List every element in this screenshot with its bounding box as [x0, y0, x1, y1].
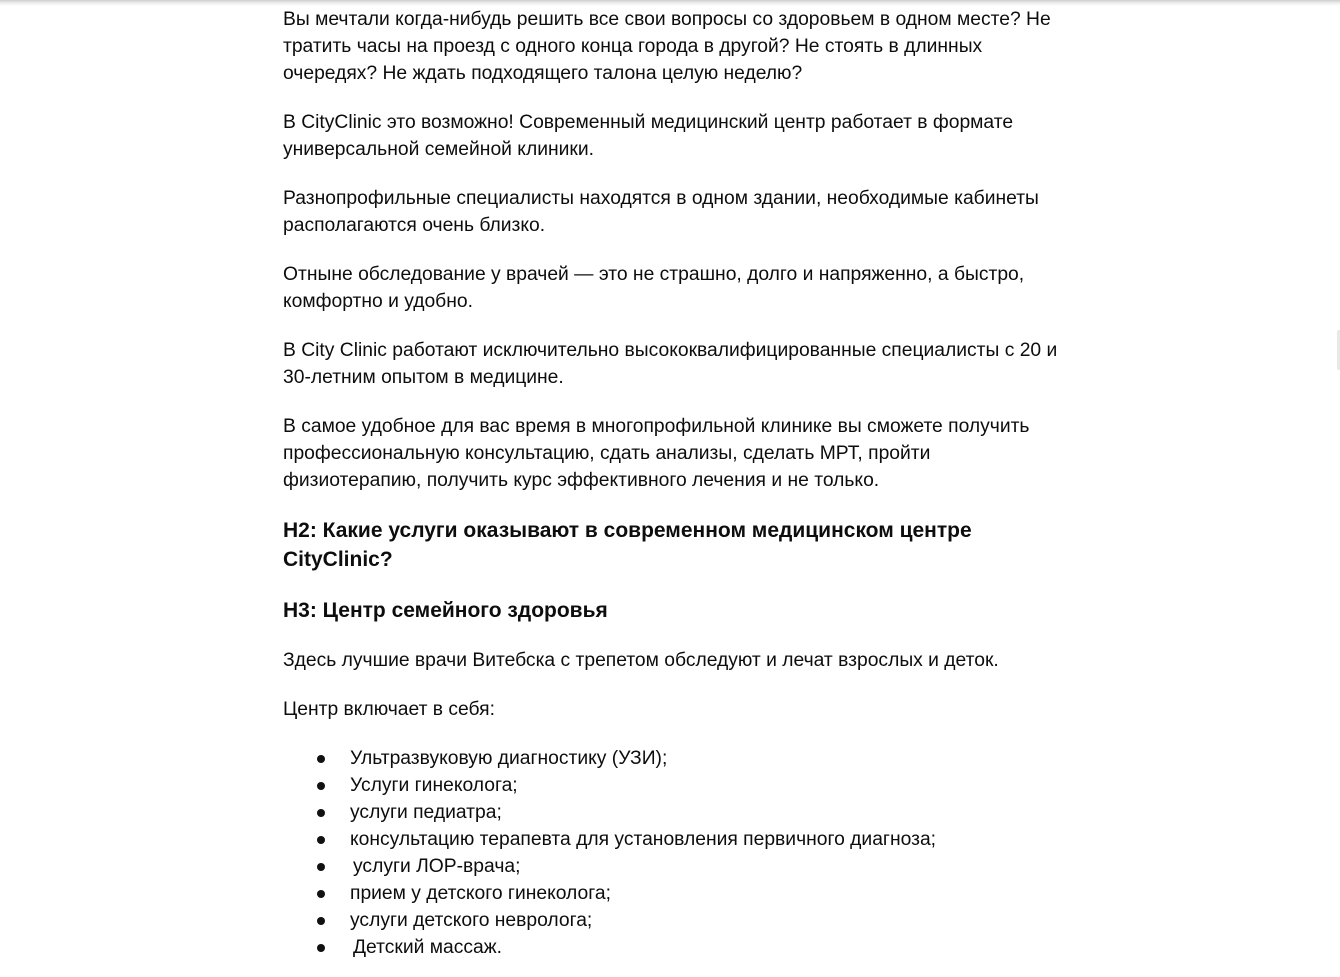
bullet-icon: [317, 917, 325, 925]
list-item: прием у детского гинеколога;: [317, 880, 1063, 907]
bullet-icon: [317, 836, 325, 844]
list-item: услуги педиатра;: [317, 799, 1063, 826]
paragraph-section-1: Здесь лучшие врачи Витебска с трепетом обследуют и лечат взрослых и деток.: [283, 650, 999, 671]
paragraph-intro-4: Отныне обследование у врачей — это не страшно, долго и напряженно, а быстро, комфортно и удобно.: [283, 264, 1025, 312]
bullet-icon: [317, 944, 325, 952]
list-item: Ультразвуковую диагностику (УЗИ);: [317, 745, 1063, 772]
paragraph-intro-2: В CityClinic это возможно! Современный медицинский центр работает в формате универсальной семейной клиники.: [283, 112, 1014, 160]
list-item: консультацию терапевта для установления первичного диагноза;: [317, 826, 1063, 853]
list-item: услуги детского невролога;: [317, 907, 1063, 934]
bullet-icon: [317, 890, 325, 898]
bullet-icon: [317, 809, 325, 817]
heading-h3-family-health: Н3: Центр семейного здоровья: [283, 599, 608, 622]
paragraph-intro-5: В City Clinic работают исключительно высококвалифицированные специалисты с 20 и 30-летним опытом в медицине.: [283, 340, 1058, 388]
paragraph-intro-1: Вы мечтали когда-нибудь решить все свои вопросы со здоровьем в одном месте? Не тратить часы на проезд с одного конца города в другой? Не стоять в длинных очередях? Не ждать подходящего талона целую неделю?: [283, 9, 1051, 84]
bullet-icon: [317, 863, 325, 871]
list-item: Услуги гинеколога;: [317, 772, 1063, 799]
paragraph-intro-3: Разнопрофильные специалисты находятся в одном здании, необходимые кабинеты располагаются очень близко.: [283, 188, 1039, 236]
bullet-icon: [317, 782, 325, 790]
services-list: [283, 745, 1063, 961]
paragraph-section-2: Центр включает в себя:: [283, 699, 495, 720]
heading-h2-services: Н2: Какие услуги оказывают в современном медицинском центре CityClinic?: [283, 519, 972, 571]
list-item: Детский массаж.: [317, 934, 1063, 961]
paragraph-intro-6: В самое удобное для вас время в многопрофильной клинике вы сможете получить профессиональную консультацию, сдать анализы, сделать МРТ, пройти физиотерапию, получить курс эффективного лечения и не только.: [283, 416, 1030, 491]
bullet-icon: [317, 755, 325, 763]
document-page: [283, 6, 1063, 961]
list-item: услуги ЛОР-врача;: [317, 853, 1063, 880]
